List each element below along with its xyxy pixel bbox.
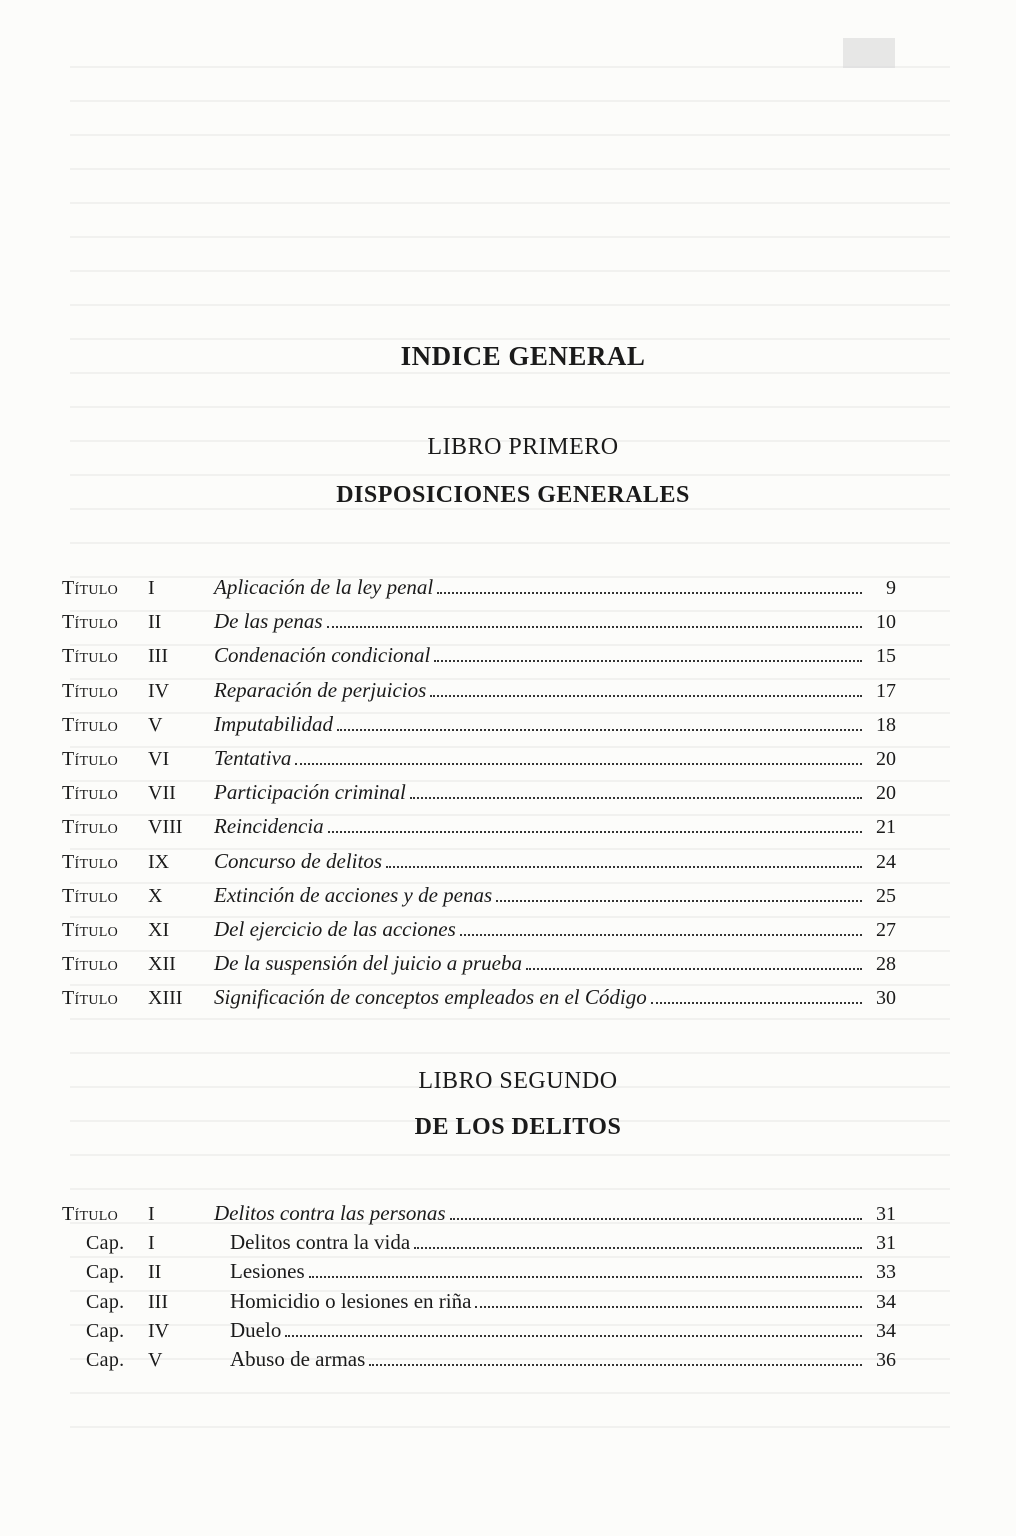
entry-page-number: 34 [876,1290,896,1313]
chapter-entry [62,1345,896,1374]
title-label: Título [62,884,119,907]
entry-title: Delitos contra las personas [214,1201,446,1225]
entry-page-number: 20 [876,782,896,805]
book-one-label: LIBRO PRIMERO [427,434,619,460]
entry-number: V [148,1348,163,1371]
dot-leader [386,866,862,868]
entry-title: Extinción de acciones y de penas [214,882,493,907]
entry-number: I [148,1203,155,1225]
title-label: Título [62,747,119,770]
entry-title: Abuso de armas [230,1346,366,1371]
entry-title: Participación criminal [214,780,406,805]
title-entry [62,1199,896,1228]
index-title: INDICE GENERAL [400,341,646,371]
title-label: Título [62,645,119,668]
entry-number: II [148,1261,162,1284]
book-two-contents [62,1199,896,1374]
dot-leader [437,592,862,594]
title-label: Título [62,679,119,702]
entry-title: Reparación de perjuicios [214,677,427,702]
dot-leader [450,1218,862,1220]
chapter-entry [62,1257,896,1286]
entry-number: XIII [148,987,183,1010]
title-label: Título [62,816,119,839]
entry-title: Condenación condicional [214,643,431,668]
title-label: Título [62,713,119,736]
dot-leader [337,729,862,731]
entry-number: III [148,645,168,668]
entry-number: III [148,1290,168,1313]
entry-number: VI [148,747,170,770]
title-entry [62,673,896,707]
chapter-label: Cap. [86,1319,125,1342]
title-entry [62,638,896,672]
title-entry [62,707,896,741]
entry-title: Reincidencia [214,814,324,839]
entry-number: VIII [148,816,183,839]
entry-title: De las penas [214,609,323,634]
book-one-subtitle: DISPOSICIONES GENERALES [336,482,690,508]
entry-page-number: 17 [876,679,896,702]
chapter-entry [62,1287,896,1316]
title-label: Título [62,1203,119,1225]
title-label: Título [62,850,119,873]
dot-leader [414,1247,862,1249]
entry-page-number: 21 [876,816,896,839]
chapter-entry [62,1316,896,1345]
entry-title: Lesiones [230,1259,305,1284]
title-entry [62,946,896,980]
title-entry [62,604,896,638]
entry-title: Homicidio o lesiones en riña [230,1288,472,1313]
entry-title: De la suspensión del juicio a prueba [214,951,522,976]
title-entry [62,570,896,604]
entry-title: Del ejercicio de las acciones [214,916,456,941]
chapter-entry [62,1228,896,1257]
dot-leader [285,1335,862,1337]
entry-page-number: 33 [876,1261,896,1284]
entry-number: VII [148,782,176,805]
entry-number: I [148,577,155,599]
title-entry [62,741,896,775]
entry-number: IX [148,850,170,873]
title-label: Título [62,577,119,599]
entry-page-number: 20 [876,747,896,770]
title-entry [62,809,896,843]
dot-leader [309,1276,862,1278]
entry-page-number: 10 [876,611,896,634]
title-entry [62,775,896,809]
title-entry [62,878,896,912]
entry-number: X [148,884,163,907]
entry-page-number: 18 [876,713,896,736]
entry-page-number: 31 [876,1232,896,1255]
entry-number: II [148,611,162,634]
title-entry [62,844,896,878]
dot-leader [327,626,863,628]
entry-number: V [148,713,163,736]
entry-page-number: 9 [886,577,896,599]
title-label: Título [62,611,119,634]
entry-page-number: 25 [876,884,896,907]
entry-number: XII [148,953,176,976]
dot-leader [410,797,862,799]
dot-leader [369,1364,862,1366]
entry-page-number: 28 [876,953,896,976]
chapter-label: Cap. [86,1232,125,1255]
chapter-label: Cap. [86,1261,125,1284]
chapter-label: Cap. [86,1290,125,1313]
entry-title: Duelo [230,1317,282,1342]
title-entry [62,980,896,1014]
dot-leader [651,1002,862,1004]
entry-title: Concurso de delitos [214,848,382,873]
title-label: Título [62,918,119,941]
entry-number: IV [148,1319,170,1342]
dot-leader [475,1306,862,1308]
dot-leader [460,934,862,936]
dot-leader [328,831,862,833]
entry-page-number: 34 [876,1319,896,1342]
entry-page-number: 27 [876,918,896,941]
entry-title: Tentativa [214,745,292,770]
book-one-contents [62,570,896,1014]
entry-page-number: 31 [876,1203,896,1225]
entry-page-number: 24 [876,850,896,873]
entry-number: XI [148,918,170,941]
bleed-through-page-tab [843,38,895,68]
chapter-label: Cap. [86,1348,125,1371]
dot-leader [496,900,862,902]
dot-leader [295,763,862,765]
entry-page-number: 36 [876,1348,896,1371]
entry-number: I [148,1232,155,1255]
dot-leader [526,968,862,970]
entry-title: Imputabilidad [214,711,333,736]
title-label: Título [62,953,119,976]
book-two-subtitle: DE LOS DELITOS [414,1114,622,1140]
entry-number: IV [148,679,170,702]
dot-leader [430,695,862,697]
entry-page-number: 15 [876,645,896,668]
title-entry [62,912,896,946]
entry-page-number: 30 [876,987,896,1010]
title-label: Título [62,782,119,805]
dot-leader [434,660,862,662]
book-two-label: LIBRO SEGUNDO [418,1068,618,1094]
entry-title: Aplicación de la ley penal [214,575,434,599]
title-label: Título [62,987,119,1010]
entry-title: Significación de conceptos empleados en el Código [214,985,647,1010]
entry-title: Delitos contra la vida [230,1230,411,1255]
